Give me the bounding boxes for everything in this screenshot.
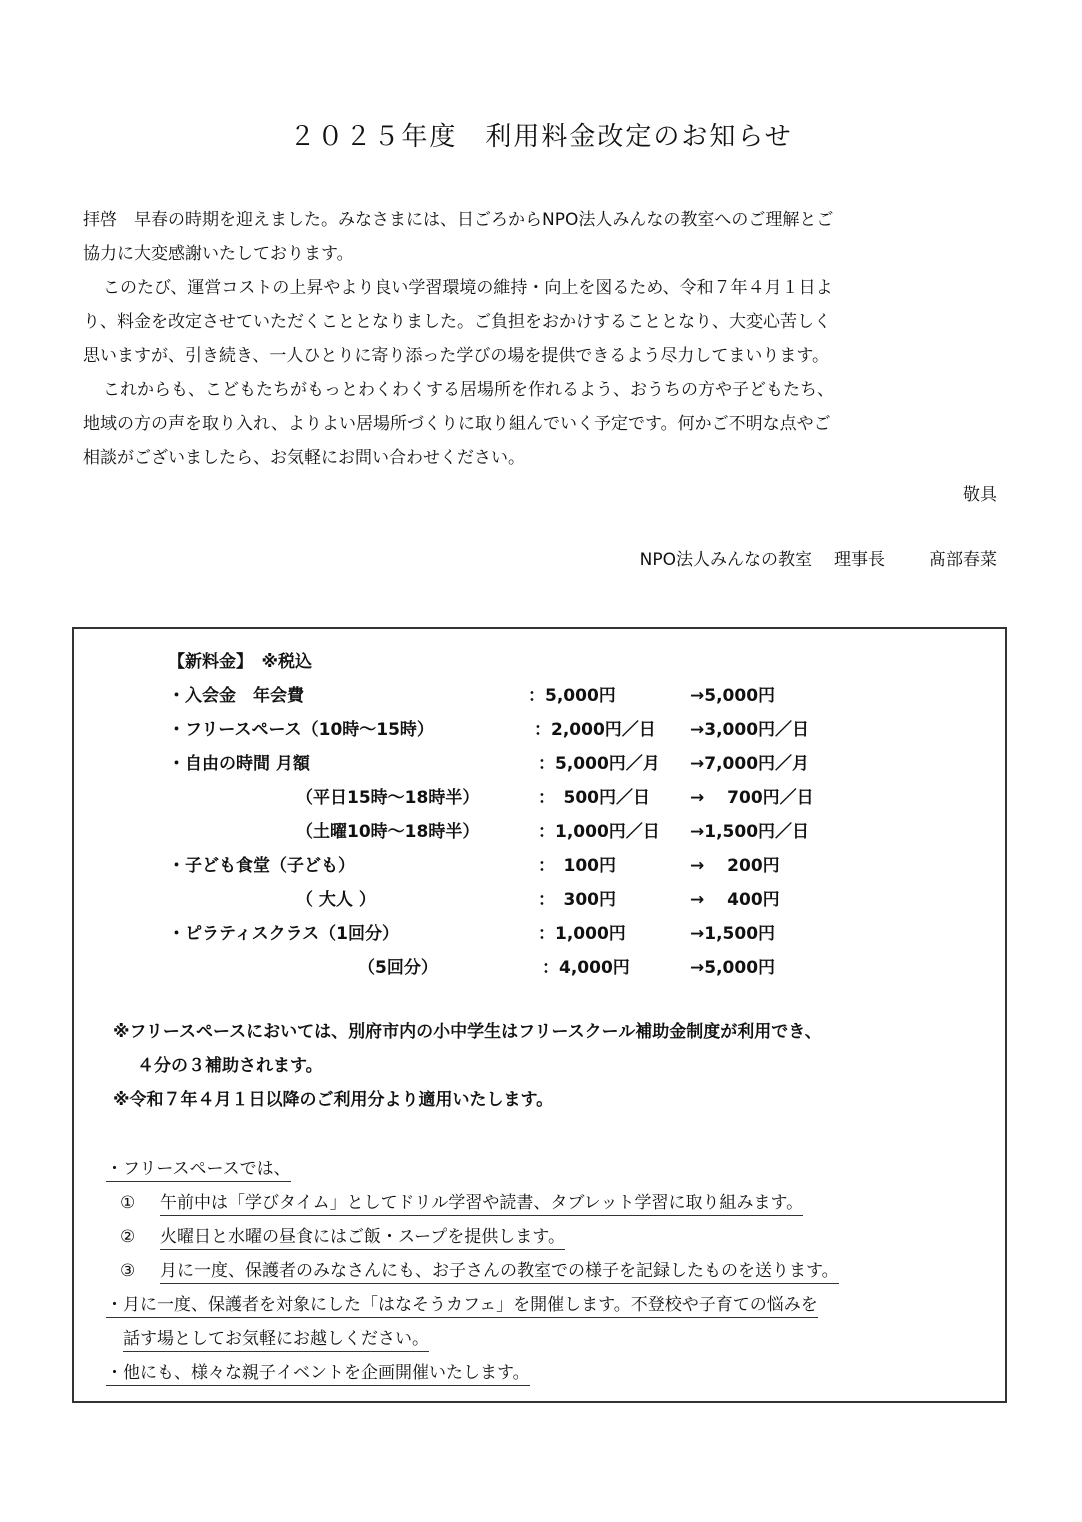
letter-line: り、料金を改定させていただくこととなりました。ご負担をおかけすることとなり、大変心苦しく [83, 312, 831, 332]
fee-label: （ 大人 ） [296, 890, 376, 910]
fee-notes [113, 1015, 822, 1117]
item-number: ③ [120, 1261, 136, 1281]
fee-new-price: →7,000円／月 [690, 754, 810, 774]
letter-line: これからも、こどもたちがもっとわくわくする居場所を作れるよう、おうちの方や子どもたち、 [103, 380, 834, 400]
item-number: ① [120, 1193, 136, 1213]
fee-label: ・入会金 年会費 [168, 686, 304, 706]
info-intro: ・フリースペースでは、 [106, 1152, 839, 1186]
fee-label: （5回分） [358, 958, 438, 978]
fee-new-price: →1,500円／日 [690, 822, 810, 842]
info-item [106, 1220, 839, 1254]
note-line: ※令和７年４月１日以降のご利用分より適用いたします。 [113, 1090, 554, 1110]
fee-label: ・子ども食堂（子ども） [168, 856, 355, 876]
item-text: 月に一度、保護者のみなさんにも、お子さんの教室での様子を記録したものを送ります。 [160, 1261, 839, 1284]
fee-old-price: ：4,000円 [542, 958, 630, 978]
item-number: ② [120, 1227, 136, 1247]
fee-old-price: ：2,000円／日 [534, 720, 656, 740]
item-text: 火曜日と水曜の昼食にはご飯・スープを提供します。 [160, 1227, 565, 1250]
note-line: ※フリースペースにおいては、別府市内の小中学生はフリースクール補助金制度が利用でき、 [113, 1022, 822, 1042]
item-text: 午前中は「学びタイム」としてドリル学習や読書、タブレット学習に取り組みます。 [160, 1193, 803, 1216]
letter-line: 地域の方の声を取り入れ、よりよい居場所づくりに取り組んでいく予定です。何かご不明な点やご [83, 414, 831, 434]
letter-body [83, 203, 999, 475]
info-cafe-cont: 話す場としてお気軽にお越しください。 [106, 1322, 839, 1356]
fee-label: ・フリースペース（10時～15時） [168, 720, 434, 740]
signature-role: 理事長 [834, 550, 885, 570]
info-list [106, 1152, 839, 1390]
fee-old-price: ： 100円 [538, 856, 616, 876]
fee-label: （土曜10時～18時半） [296, 822, 480, 842]
fee-old-price: ：5,000円 [528, 686, 616, 706]
document-title: ２０２５年度 利用料金改定のお知らせ [289, 122, 793, 152]
info-item [106, 1254, 839, 1288]
fee-label: ・ピラティスクラス（1回分） [168, 924, 399, 944]
signature [640, 545, 997, 570]
fee-old-price: ：5,000円／月 [538, 754, 660, 774]
fee-new-price: →1,500円 [690, 924, 776, 944]
letter-line: 思いますが、引き続き、一人ひとりに寄り添った学びの場を提供できるよう尽力してまいります。 [83, 346, 829, 366]
fee-old-price: ：1,000円／日 [538, 822, 660, 842]
signature-name: 髙部春菜 [929, 550, 997, 570]
fee-label: （平日15時～18時半） [296, 788, 480, 808]
fee-new-price: → 200円 [690, 856, 780, 876]
letter-line: このたび、運営コストの上昇やより良い学習環境の維持・向上を図るため、令和７年４月１日よ [103, 278, 833, 298]
letter-line: 協力に大変感謝いたしております。 [83, 244, 354, 264]
info-cafe: ・月に一度、保護者を対象にした「はなそうカフェ」を開催します。不登校や子育ての悩みを [106, 1288, 839, 1322]
signature-org: NPO法人みんなの教室 [639, 550, 812, 570]
fee-new-price: →5,000円 [690, 686, 776, 706]
fee-new-price: →5,000円 [690, 958, 776, 978]
fee-label: ・自由の時間 月額 [168, 754, 310, 774]
fee-old-price: ：1,000円 [538, 924, 626, 944]
fee-new-price: →3,000円／日 [690, 720, 810, 740]
info-item [106, 1186, 839, 1220]
letter-line: 相談がございましたら、お気軽にお問い合わせください。 [83, 448, 525, 468]
fee-old-price: ： 500円／日 [538, 788, 650, 808]
fee-new-price: → 400円 [690, 890, 780, 910]
fee-new-price: → 700円／日 [690, 788, 814, 808]
closing-word: 敬具 [963, 485, 997, 505]
info-events: ・他にも、様々な親子イベントを企画開催いたします。 [106, 1356, 839, 1390]
fee-old-price: ： 300円 [538, 890, 616, 910]
fee-heading: 【新料金】 ※税込 [168, 652, 313, 672]
note-line: ４分の３補助されます。 [137, 1056, 323, 1076]
letter-line: 拝啓 早春の時期を迎えました。みなさまには、日ごろからNPO法人みんなの教室へのご理解とご [83, 210, 834, 230]
